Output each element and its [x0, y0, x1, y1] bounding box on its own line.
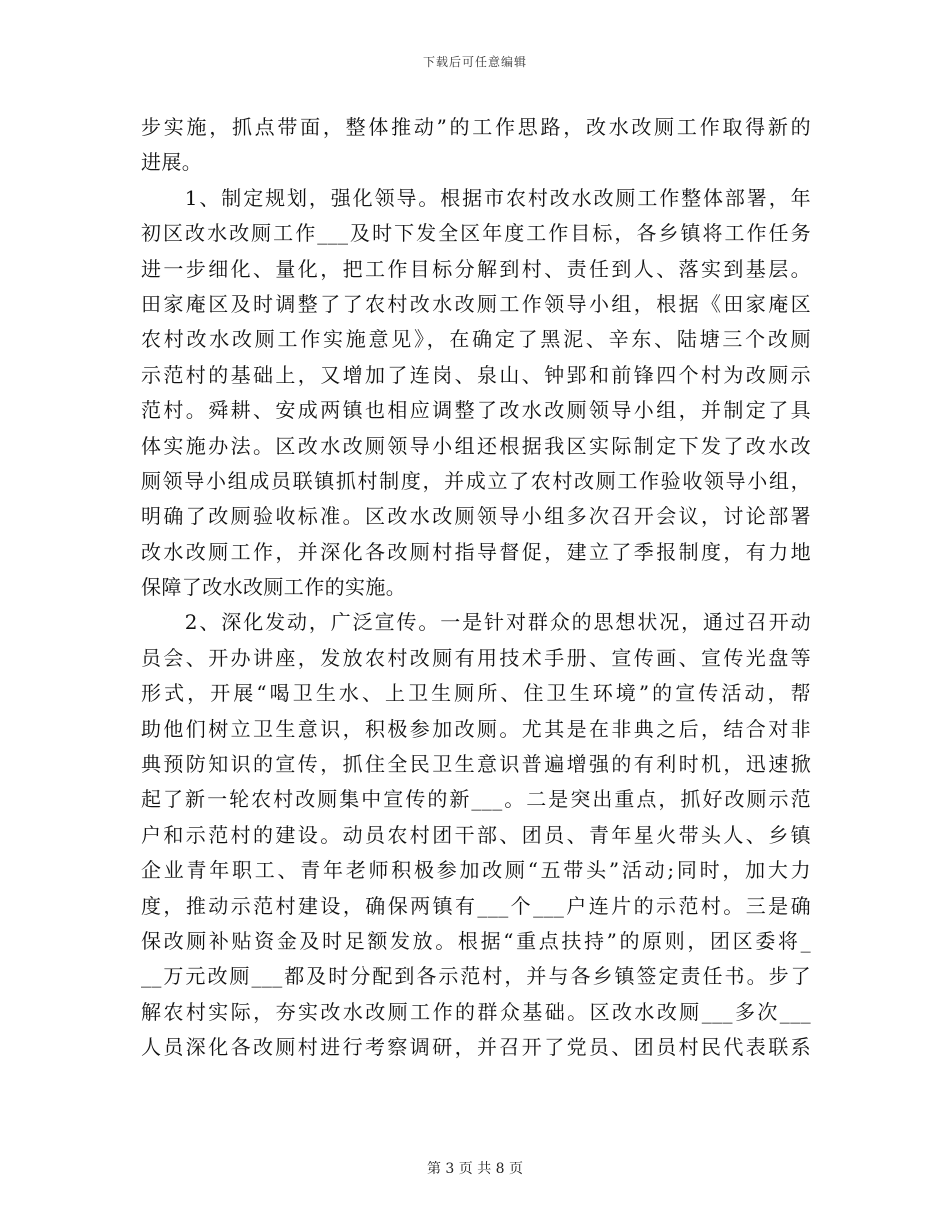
text-line: 示范村的基础上，又增加了连岗、泉山、钟郢和前锋四个村为改厕示: [141, 362, 811, 387]
text-line: 保改厕补贴资金及时足额发放。根据“重点扶持”的原则，团区委将_: [141, 928, 811, 953]
text-line: 步实施，抓点带面，整体推动”的工作思路，改水改厕工作取得新的: [141, 115, 811, 139]
text-line: 形式，开展“喝卫生水、上卫生厕所、住卫生环境”的宣传活动，帮: [141, 681, 811, 706]
page-number: 第 3 页 共 8 页: [426, 1161, 524, 1177]
text-line: 明确了改厕验收标准。区改水改厕领导小组多次召开会议，讨论部署: [141, 504, 811, 529]
document-body: [141, 110, 811, 1066]
text-line: 改水改厕工作，并深化各改厕村指导督促，建立了季报制度，有力地: [141, 539, 811, 564]
text-line: 助他们树立卫生意识，积极参加改厕。尤其是在非典之后，结合对非: [141, 716, 811, 741]
text-line: 人员深化各改厕村进行考察调研，并召开了党员、团员村民代表联系: [141, 1035, 811, 1060]
text-line: 农村改水改厕工作实施意见》，在确定了黑泥、辛东、陆塘三个改厕: [141, 327, 811, 352]
text-line: 度，推动示范村建设，确保两镇有___个___户连片的示范村。三是确: [141, 893, 811, 918]
page-header: 下载后可任意编辑: [422, 55, 527, 69]
text-line: 田家庵区及时调整了了农村改水改厕工作领导小组，根据《田家庵区: [141, 291, 811, 316]
text-line: 1、制定规划，强化领导。根据市农村改水改厕工作整体部署，年: [141, 185, 811, 210]
text-line: 保障了改水改厕工作的实施。: [141, 575, 407, 600]
text-line: 进一步细化、量化，把工作目标分解到村、责任到人、落实到基层。: [141, 256, 811, 281]
text-line: 进展。: [141, 150, 203, 175]
text-line: 典预防知识的宣传，抓住全民卫生意识普遍增强的有利时机，迅速掀: [141, 752, 811, 777]
text-line: 企业青年职工、青年老师积极参加改厕“五带头”活动;同时，加大力: [141, 858, 811, 883]
text-line: 户和示范村的建设。动员农村团干部、团员、青年星火带头人、乡镇: [141, 822, 811, 847]
text-line: 解农村实际，夯实改水改厕工作的群众基础。区改水改厕___多次___: [141, 999, 811, 1024]
text-line: 厕领导小组成员联镇抓村制度，并成立了农村改厕工作验收领导小组，: [141, 468, 811, 493]
text-line: 体实施办法。区改水改厕领导小组还根据我区实际制定下发了改水改: [141, 433, 811, 458]
text-line: 初区改水改厕工作___及时下发全区年度工作目标，各乡镇将工作任务: [141, 221, 811, 246]
text-line: 范村。舜耕、安成两镇也相应调整了改水改厕领导小组，并制定了具: [141, 398, 811, 423]
text-line: __万元改厕___都及时分配到各示范村，并与各乡镇签定责任书。步了: [141, 964, 811, 989]
text-line: 员会、开办讲座，发放农村改厕有用技术手册、宣传画、宣传光盘等: [141, 645, 811, 670]
text-line: 起了新一轮农村改厕集中宣传的新___。二是突出重点，抓好改厕示范: [141, 787, 811, 812]
text-line: 2、深化发动，广泛宣传。一是针对群众的思想状况，通过召开动: [141, 610, 811, 635]
